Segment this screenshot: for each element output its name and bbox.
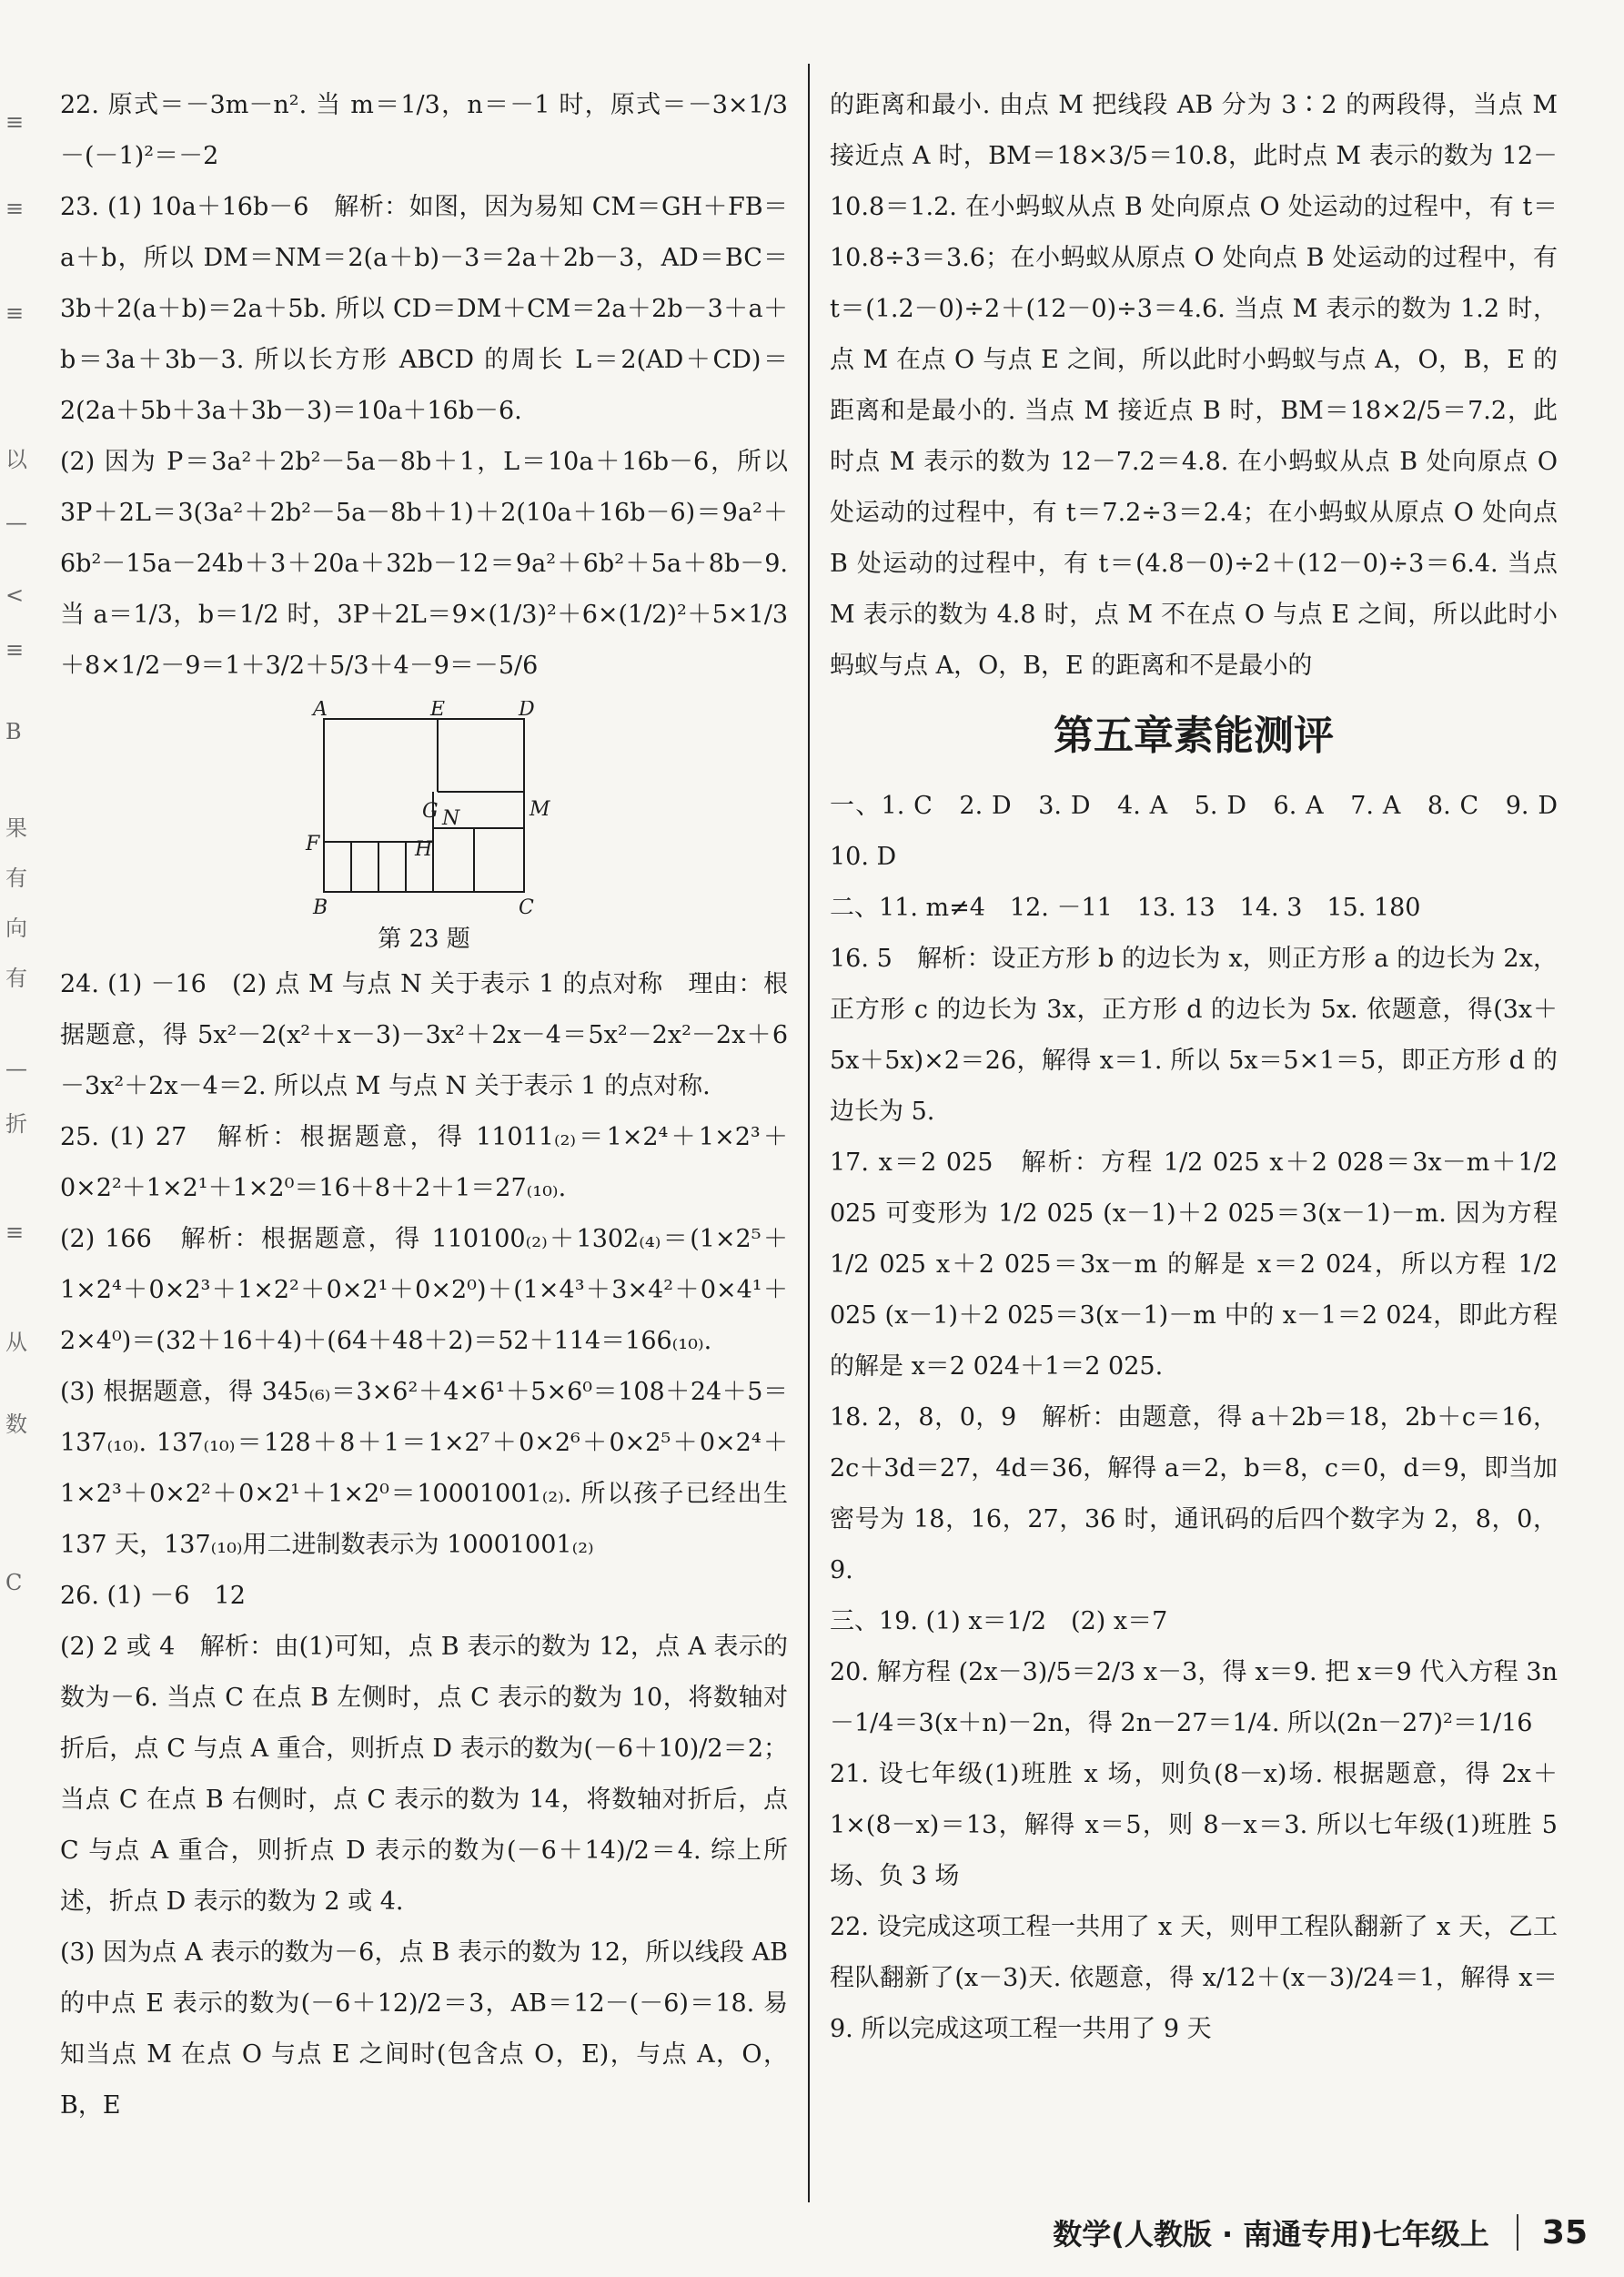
- page-number: 35: [1541, 2213, 1588, 2252]
- margin-char: C: [5, 1570, 23, 1595]
- answers-fill-blank: 二、11. m≠4 12. －11 13. 13 14. 3 15. 180: [830, 894, 1421, 922]
- label-d: D: [519, 701, 535, 721]
- margin-char: ≡: [5, 300, 25, 326]
- margin-char: ≡: [5, 1219, 25, 1245]
- figure-caption: 第 23 题: [378, 926, 470, 953]
- answer-25-2: (2) 166 解析：根据题意，得 110100₍₂₎＋1302₍₄₎＝(1×2⁵＋1×2⁴＋0×2³＋1×2²＋0×2¹＋0×2⁰)＋(1×4³＋3×4²＋0×4¹＋2×4⁰)＝(32＋16＋4)＋(64＋48＋2)＝52＋114＝166₍₁₀₎.: [60, 1225, 788, 1355]
- margin-char: ≡: [5, 637, 25, 663]
- book-title: 数学(人教版 · 南通专用)七年级上: [1053, 2217, 1489, 2252]
- margin-char: 果: [5, 815, 27, 841]
- margin-char: —: [5, 1056, 27, 1081]
- right-column: [830, 80, 1582, 2055]
- label-a: A: [313, 701, 328, 721]
- answer-18: 18. 2，8，0，9 解析：由题意，得 a＋2b＝18，2b＋c＝16，2c＋3d＝27，4d＝36，解得 a＝2，b＝8，c＝0，d＝9，即当加密号为 18，16，27，36 时，通讯码的后四个数字为 2，8，0，9.: [830, 1403, 1558, 1584]
- margin-char: —: [5, 510, 27, 535]
- left-column: [60, 80, 788, 2131]
- margin-char: ≡: [5, 196, 25, 221]
- answer-26-1: 26. (1) －6 12: [60, 1582, 246, 1610]
- margin-char: <: [5, 582, 25, 608]
- label-h: H: [415, 838, 433, 861]
- answer-22: 22. 原式＝－3m－n². 当 m＝1/3，n＝－1 时，原式＝－3×1/3－(－1)²＝－2: [60, 91, 788, 170]
- answer-23-part1: 23. (1) 10a＋16b－6 解析：如图，因为易知 CM＝GH＋FB＝a＋b，所以 DM＝NM＝2(a＋b)－3＝2a＋2b－3，AD＝BC＝3b＋2(a＋b)＝2a＋5b. 所以 CD＝DM＋CM＝2a＋2b－3＋a＋b＝3a＋3b－3. 所以长方形 ABCD 的周长 L＝2(AD＋CD)＝2(2a＋5b＋3a＋3b－3)＝10a＋16b－6.: [60, 193, 788, 425]
- label-m: M: [530, 798, 550, 821]
- answer-22-ch5: 22. 设完成这项工程一共用了 x 天，则甲工程队翻新了 x 天，乙工程队翻新了(x－3)天. 依题意，得 x/12＋(x－3)/24＝1，解得 x＝9. 所以完成这项工程一共用了 9 天: [830, 1913, 1558, 2043]
- footer-separator: [1517, 2214, 1518, 2251]
- answer-19: 三、19. (1) x＝1/2 (2) x＝7: [830, 1607, 1168, 1635]
- label-e: E: [430, 701, 446, 721]
- column-divider: [808, 64, 810, 2202]
- label-f: F: [306, 833, 320, 855]
- answer-17: 17. x＝2 025 解析：方程 1/2 025 x＋2 028＝3x－m＋1/2 025 可变形为 1/2 025 (x－1)＋2 025＝3(x－1)－m. 因为方程 1/2 025 x＋2 025＝3x－m 的解是 x＝2 024，所以方程 1/2 025 (x－1)＋2 025＝3(x－1)－m 中的 x－1＝2 024，即此方程的解是 x＝2 024＋1＝2 025.: [830, 1149, 1558, 1381]
- label-b: B: [313, 896, 328, 919]
- page-footer: [1053, 2211, 1588, 2253]
- margin-char: ≡: [5, 109, 25, 135]
- margin-char: 数: [5, 1412, 27, 1437]
- answer-24: 24. (1) －16 (2) 点 M 与点 N 关于表示 1 的点对称 理由：根据题意，得 5x²－2(x²＋x－3)－3x²＋2x－4＝5x²－2x²－2x＋6－3x²＋2x－4＝2. 所以点 M 与点 N 关于表示 1 的点对称.: [60, 970, 788, 1100]
- answer-26-3-continued: 的距离和最小. 由点 M 把线段 AB 分为 3∶2 的两段得，当点 M 接近点 A 时，BM＝18×3/5＝10.8，此时点 M 表示的数为 12－10.8＝1.2. 在小蚂蚁从点 B 处向原点 O 处运动的过程中，有 t＝10.8÷3＝3.6；在小蚂蚁从原点 O 处向点 B 处运动的过程中，有 t＝(1.2－0)÷2＋(12－0)÷3＝4.6. 当点 M 表示的数为 1.2 时，点 M 在点 O 与点 E 之间，所以此时小蚂蚁与点 A，O，B，E 的距离和是最小的. 当点 M 接近点 B 时，BM＝18×2/5＝7.2，此时点 M 表示的数为 12－7.2＝4.8. 在小蚂蚁从点 B 处向原点 O 处运动的过程中，有 t＝7.2÷3＝2.4；在小蚂蚁从原点 O 处向点 B 处运动的过程中，有 t＝(4.8－0)÷2＋(12－0)÷3＝6.4. 当点 M 表示的数为 4.8 时，点 M 不在点 O 与点 E 之间，所以此时小蚂蚁与点 A，O，B，E 的距离和不是最小的: [830, 91, 1558, 680]
- chapter-title: 第五章素能测评: [1054, 713, 1334, 759]
- margin-char: 有: [5, 966, 27, 991]
- answer-25-1: 25. (1) 27 解析：根据题意，得 11011₍₂₎＝1×2⁴＋1×2³＋0×2²＋1×2¹＋1×2⁰＝16＋8＋2＋1＝27₍₁₀₎.: [60, 1123, 788, 1202]
- answers-multiple-choice: 一、1. C 2. D 3. D 4. A 5. D 6. A 7. A 8. C 9. D 10. D: [830, 792, 1582, 871]
- margin-char: 折: [5, 1111, 27, 1137]
- binding-margin: [0, 0, 36, 2277]
- answer-20: 20. 解方程 (2x－3)/5＝2/3 x－3，得 x＝9. 把 x＝9 代入方程 3n－1/4＝3(x＋n)－2n，得 2n－27＝1/4. 所以(2n－27)²＝1/16: [830, 1658, 1558, 1737]
- label-n: N: [442, 807, 460, 830]
- label-g: G: [422, 800, 439, 823]
- margin-char: 向: [5, 916, 27, 941]
- margin-char: 有: [5, 865, 27, 891]
- answer-21: 21. 设七年级(1)班胜 x 场，则负(8－x)场. 根据题意，得 2x＋1×(8－x)＝13，解得 x＝5，则 8－x＝3. 所以七年级(1)班胜 5 场、负 3 场: [830, 1760, 1558, 1890]
- answer-26-3: (3) 因为点 A 表示的数为－6，点 B 表示的数为 12，所以线段 AB 的中点 E 表示的数为(－6＋12)/2＝3，AB＝12－(－6)＝18. 易知当点 M 在点 O 与点 E 之间时(包含点 O，E)，与点 A，O，B，E: [60, 1938, 788, 2120]
- answer-23-part2: (2) 因为 P＝3a²＋2b²－5a－8b＋1，L＝10a＋16b－6，所以 3P＋2L＝3(3a²＋2b²－5a－8b＋1)＋2(10a＋16b－6)＝9a²＋6b²－15a－24b＋3＋20a＋32b－12＝9a²＋6b²＋5a＋8b－9. 当 a＝1/3，b＝1/2 时，3P＋2L＝9×(1/3)²＋6×(1/2)²＋5×1/3＋8×1/2－9＝1＋3/2＋5/3＋4－9＝－5/6: [60, 448, 788, 680]
- margin-char: 以: [5, 447, 27, 472]
- figure-23: [60, 701, 788, 959]
- answer-16: 16. 5 解析：设正方形 b 的边长为 x，则正方形 a 的边长为 2x，正方形 c 的边长为 3x，正方形 d 的边长为 5x. 依题意，得(3x＋5x＋5x)×2＝26，解得 x＝1. 所以 5x＝5×1＝5，即正方形 d 的边长为 5.: [830, 945, 1558, 1126]
- label-c: C: [519, 896, 534, 919]
- margin-char: B: [5, 719, 22, 744]
- answer-25-3: (3) 根据题意，得 345₍₆₎＝3×6²＋4×6¹＋5×6⁰＝108＋24＋5＝137₍₁₀₎. 137₍₁₀₎＝128＋8＋1＝1×2⁷＋0×2⁶＋0×2⁵＋0×2⁴＋1×2³＋0×2²＋0×2¹＋1×2⁰＝10001001₍₂₎. 所以孩子已经出生 137 天，137₍₁₀₎用二进制数表示为 10001001₍₂₎: [60, 1378, 788, 1559]
- rectangle-diagram: [287, 701, 560, 919]
- margin-char: 从: [5, 1330, 27, 1355]
- answer-26-2: (2) 2 或 4 解析：由(1)可知，点 B 表示的数为 12，点 A 表示的数为－6. 当点 C 在点 B 左侧时，点 C 表示的数为 10，将数轴对折后，点 C 与点 A 重合，则折点 D 表示的数为(－6＋10)/2＝2；当点 C 在点 B 右侧时，点 C 表示的数为 14，将数轴对折后，点 C 与点 A 重合，则折点 D 表示的数为(－6＋14)/2＝4. 综上所述，折点 D 表示的数为 2 或 4.: [60, 1633, 788, 1916]
